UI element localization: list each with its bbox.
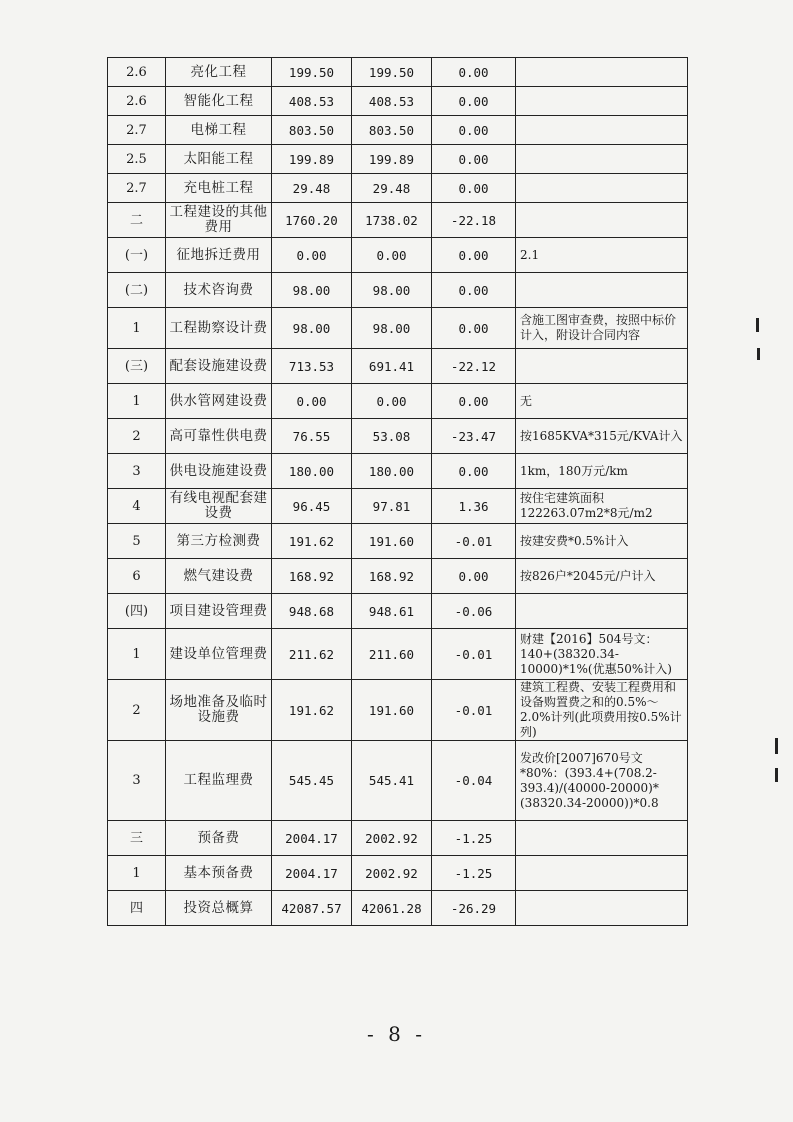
row-number-cell: 2.5 xyxy=(108,145,166,174)
table-row xyxy=(108,116,688,145)
approved-amount-cell: 2002.92 xyxy=(352,821,432,856)
difference-cell: 0.00 xyxy=(432,273,516,308)
remark-cell: 建筑工程费、安装工程费用和设备购置费之和的0.5%～2.0%计列(此项费用按0.5%计列) xyxy=(516,680,688,741)
difference-cell: 0.00 xyxy=(432,145,516,174)
page-number: - 8 - xyxy=(367,1022,426,1046)
remark-cell xyxy=(516,891,688,926)
remark-cell xyxy=(516,349,688,384)
declared-amount-cell: 29.48 xyxy=(272,174,352,203)
row-number-cell: 2.6 xyxy=(108,58,166,87)
row-number-cell: 2.7 xyxy=(108,116,166,145)
declared-amount-cell: 408.53 xyxy=(272,87,352,116)
table-row xyxy=(108,145,688,174)
item-name-cell: 工程监理费 xyxy=(166,741,272,821)
difference-cell: 0.00 xyxy=(432,384,516,419)
remark-cell xyxy=(516,116,688,145)
declared-amount-cell: 948.68 xyxy=(272,594,352,629)
item-name-cell: 太阳能工程 xyxy=(166,145,272,174)
approved-amount-cell: 691.41 xyxy=(352,349,432,384)
approved-amount-cell: 545.41 xyxy=(352,741,432,821)
declared-amount-cell: 199.50 xyxy=(272,58,352,87)
difference-cell: -22.18 xyxy=(432,203,516,238)
declared-amount-cell: 76.55 xyxy=(272,419,352,454)
item-name-cell: 工程建设的其他费用 xyxy=(166,203,272,238)
remark-cell xyxy=(516,58,688,87)
table-row xyxy=(108,856,688,891)
approved-amount-cell: 191.60 xyxy=(352,524,432,559)
remark-cell: 按826户*2045元/户计入 xyxy=(516,559,688,594)
approved-amount-cell: 191.60 xyxy=(352,680,432,741)
remark-cell: 按建安费*0.5%计入 xyxy=(516,524,688,559)
approved-amount-cell: 0.00 xyxy=(352,384,432,419)
approved-amount-cell: 408.53 xyxy=(352,87,432,116)
declared-amount-cell: 199.89 xyxy=(272,145,352,174)
remark-cell xyxy=(516,87,688,116)
row-number-cell: 1 xyxy=(108,629,166,680)
declared-amount-cell: 211.62 xyxy=(272,629,352,680)
row-number-cell: (四) xyxy=(108,594,166,629)
item-name-cell: 工程勘察设计费 xyxy=(166,308,272,349)
table-row xyxy=(108,203,688,238)
table-row xyxy=(108,308,688,349)
remark-cell: 1km，180万元/km xyxy=(516,454,688,489)
row-number-cell: 三 xyxy=(108,821,166,856)
approved-amount-cell: 168.92 xyxy=(352,559,432,594)
declared-amount-cell: 2004.17 xyxy=(272,856,352,891)
declared-amount-cell: 713.53 xyxy=(272,349,352,384)
item-name-cell: 场地准备及临时设施费 xyxy=(166,680,272,741)
approved-amount-cell: 211.60 xyxy=(352,629,432,680)
difference-cell: 0.00 xyxy=(432,116,516,145)
remark-cell xyxy=(516,273,688,308)
row-number-cell: 四 xyxy=(108,891,166,926)
row-number-cell: 4 xyxy=(108,489,166,524)
difference-cell: -23.47 xyxy=(432,419,516,454)
remark-cell: 按1685KVA*315元/KVA计入 xyxy=(516,419,688,454)
approved-amount-cell: 948.61 xyxy=(352,594,432,629)
table-row xyxy=(108,489,688,524)
difference-cell: 0.00 xyxy=(432,454,516,489)
table-row xyxy=(108,680,688,741)
declared-amount-cell: 42087.57 xyxy=(272,891,352,926)
budget-table xyxy=(107,57,688,926)
declared-amount-cell: 803.50 xyxy=(272,116,352,145)
declared-amount-cell: 96.45 xyxy=(272,489,352,524)
approved-amount-cell: 199.50 xyxy=(352,58,432,87)
remark-cell xyxy=(516,856,688,891)
remark-cell: 按住宅建筑面积122263.07m2*8元/m2 xyxy=(516,489,688,524)
difference-cell: -0.04 xyxy=(432,741,516,821)
item-name-cell: 第三方检测费 xyxy=(166,524,272,559)
item-name-cell: 亮化工程 xyxy=(166,58,272,87)
difference-cell: -0.01 xyxy=(432,524,516,559)
approved-amount-cell: 53.08 xyxy=(352,419,432,454)
difference-cell: -0.01 xyxy=(432,629,516,680)
declared-amount-cell: 191.62 xyxy=(272,524,352,559)
difference-cell: 1.36 xyxy=(432,489,516,524)
item-name-cell: 燃气建设费 xyxy=(166,559,272,594)
table-row xyxy=(108,384,688,419)
table-row xyxy=(108,273,688,308)
item-name-cell: 征地拆迁费用 xyxy=(166,238,272,273)
item-name-cell: 电梯工程 xyxy=(166,116,272,145)
row-number-cell: 1 xyxy=(108,384,166,419)
remark-cell xyxy=(516,821,688,856)
item-name-cell: 建设单位管理费 xyxy=(166,629,272,680)
row-number-cell: 3 xyxy=(108,454,166,489)
row-number-cell: 6 xyxy=(108,559,166,594)
item-name-cell: 技术咨询费 xyxy=(166,273,272,308)
item-name-cell: 供电设施建设费 xyxy=(166,454,272,489)
approved-amount-cell: 97.81 xyxy=(352,489,432,524)
approved-amount-cell: 803.50 xyxy=(352,116,432,145)
declared-amount-cell: 0.00 xyxy=(272,384,352,419)
approved-amount-cell: 180.00 xyxy=(352,454,432,489)
remark-cell: 无 xyxy=(516,384,688,419)
row-number-cell: 2 xyxy=(108,680,166,741)
table-row xyxy=(108,559,688,594)
row-number-cell: 2.7 xyxy=(108,174,166,203)
difference-cell: -26.29 xyxy=(432,891,516,926)
item-name-cell: 基本预备费 xyxy=(166,856,272,891)
remark-cell: 2.1 xyxy=(516,238,688,273)
approved-amount-cell: 42061.28 xyxy=(352,891,432,926)
difference-cell: -0.01 xyxy=(432,680,516,741)
row-number-cell: 2 xyxy=(108,419,166,454)
table-row xyxy=(108,891,688,926)
table-row xyxy=(108,741,688,821)
remark-cell xyxy=(516,174,688,203)
remark-cell: 发改价[2007]670号文*80%：(393.4+(708.2-393.4)/(40000-20000)*(38320.34-20000))*0.8 xyxy=(516,741,688,821)
binding-mark-top xyxy=(756,318,759,332)
difference-cell: 0.00 xyxy=(432,238,516,273)
item-name-cell: 配套设施建设费 xyxy=(166,349,272,384)
item-name-cell: 投资总概算 xyxy=(166,891,272,926)
row-number-cell: 5 xyxy=(108,524,166,559)
remark-cell xyxy=(516,145,688,174)
table-row xyxy=(108,349,688,384)
approved-amount-cell: 1738.02 xyxy=(352,203,432,238)
table-row xyxy=(108,174,688,203)
remark-cell xyxy=(516,594,688,629)
declared-amount-cell: 168.92 xyxy=(272,559,352,594)
binding-mark-lower-1 xyxy=(775,738,778,754)
budget-table-body xyxy=(108,58,688,926)
table-row xyxy=(108,58,688,87)
difference-cell: 0.00 xyxy=(432,58,516,87)
remark-cell xyxy=(516,203,688,238)
declared-amount-cell: 0.00 xyxy=(272,238,352,273)
item-name-cell: 高可靠性供电费 xyxy=(166,419,272,454)
row-number-cell: (三) xyxy=(108,349,166,384)
item-name-cell: 预备费 xyxy=(166,821,272,856)
declared-amount-cell: 2004.17 xyxy=(272,821,352,856)
table-row xyxy=(108,454,688,489)
binding-mark-bottom xyxy=(757,348,760,360)
row-number-cell: 二 xyxy=(108,203,166,238)
item-name-cell: 供水管网建设费 xyxy=(166,384,272,419)
approved-amount-cell: 2002.92 xyxy=(352,856,432,891)
difference-cell: 0.00 xyxy=(432,559,516,594)
remark-cell: 财建【2016】504号文：140+(38320.34-10000)*1%(优惠50%计入) xyxy=(516,629,688,680)
table-row xyxy=(108,238,688,273)
item-name-cell: 充电桩工程 xyxy=(166,174,272,203)
table-row xyxy=(108,87,688,116)
row-number-cell: 1 xyxy=(108,308,166,349)
difference-cell: 0.00 xyxy=(432,174,516,203)
difference-cell: 0.00 xyxy=(432,87,516,116)
declared-amount-cell: 191.62 xyxy=(272,680,352,741)
declared-amount-cell: 98.00 xyxy=(272,308,352,349)
remark-cell: 含施工图审查费，按照中标价计入，附设计合同内容 xyxy=(516,308,688,349)
row-number-cell: 2.6 xyxy=(108,87,166,116)
declared-amount-cell: 545.45 xyxy=(272,741,352,821)
declared-amount-cell: 1760.20 xyxy=(272,203,352,238)
difference-cell: -1.25 xyxy=(432,821,516,856)
binding-mark-lower-2 xyxy=(775,768,778,782)
row-number-cell: (一) xyxy=(108,238,166,273)
declared-amount-cell: 98.00 xyxy=(272,273,352,308)
approved-amount-cell: 29.48 xyxy=(352,174,432,203)
approved-amount-cell: 98.00 xyxy=(352,308,432,349)
table-row xyxy=(108,594,688,629)
approved-amount-cell: 98.00 xyxy=(352,273,432,308)
item-name-cell: 智能化工程 xyxy=(166,87,272,116)
table-row xyxy=(108,629,688,680)
row-number-cell: (二) xyxy=(108,273,166,308)
difference-cell: 0.00 xyxy=(432,308,516,349)
table-row xyxy=(108,419,688,454)
item-name-cell: 项目建设管理费 xyxy=(166,594,272,629)
difference-cell: -0.06 xyxy=(432,594,516,629)
row-number-cell: 3 xyxy=(108,741,166,821)
difference-cell: -22.12 xyxy=(432,349,516,384)
declared-amount-cell: 180.00 xyxy=(272,454,352,489)
table-row xyxy=(108,821,688,856)
row-number-cell: 1 xyxy=(108,856,166,891)
difference-cell: -1.25 xyxy=(432,856,516,891)
approved-amount-cell: 0.00 xyxy=(352,238,432,273)
item-name-cell: 有线电视配套建设费 xyxy=(166,489,272,524)
approved-amount-cell: 199.89 xyxy=(352,145,432,174)
table-row xyxy=(108,524,688,559)
